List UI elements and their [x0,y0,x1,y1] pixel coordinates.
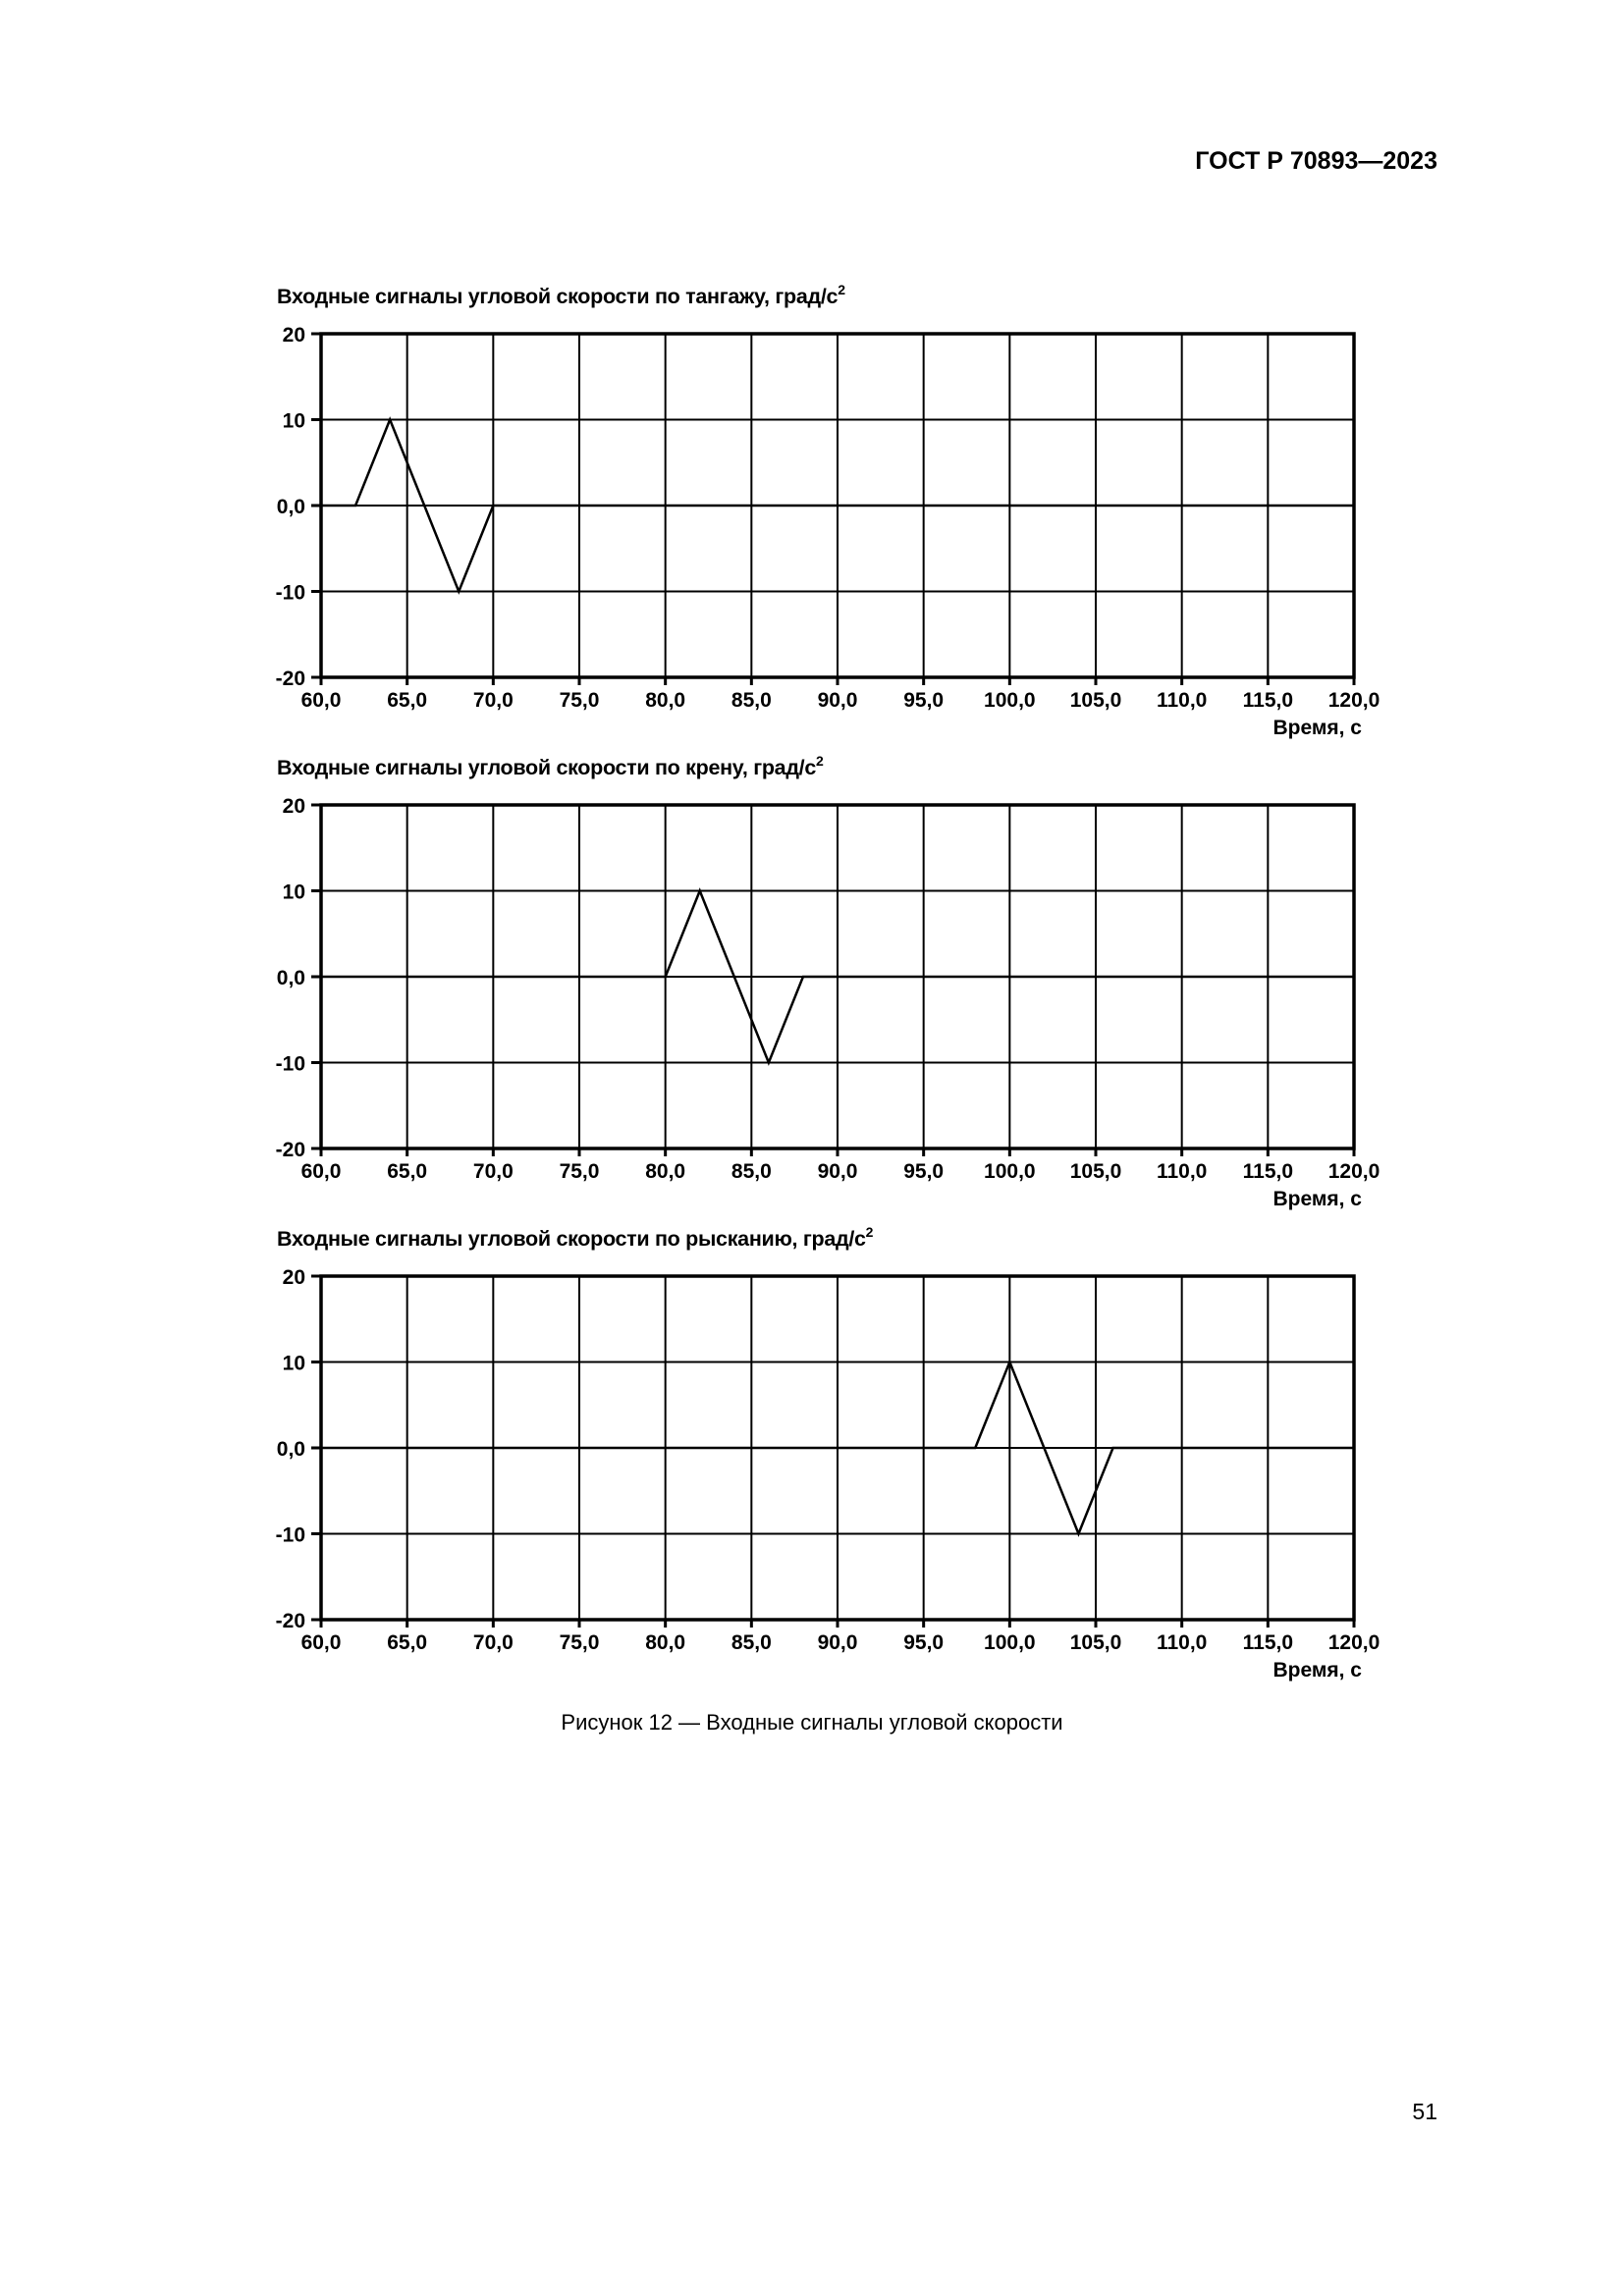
x-tick-label: 70,0 [472,689,514,712]
x-tick-label: 95,0 [903,1160,945,1183]
x-tick-label: 105,0 [1069,689,1122,712]
chart-title-text: Входные сигналы угловой скорости по рысканию, град/с [277,1227,866,1251]
chart-plot [0,785,1624,1237]
y-tick-label: -10 [275,1052,305,1076]
x-axis-label: Время, с [1272,1659,1362,1682]
y-tick-label: 20 [282,1266,305,1289]
chart-title [277,282,845,309]
x-tick-label: 100,0 [984,1160,1036,1183]
x-tick-label: 115,0 [1242,1631,1294,1654]
x-tick-label: 110,0 [1156,1631,1208,1654]
y-tick-label: 20 [282,795,305,818]
x-tick-label: 95,0 [903,1631,945,1654]
y-tick-label: 0,0 [276,967,305,989]
chart-title [277,753,824,780]
x-tick-label: 75,0 [559,1631,600,1654]
y-tick-label: -10 [275,1523,305,1547]
chart-title-text: Входные сигналы угловой скорости по тангажу, град/с [277,285,839,308]
page-number: 51 [1412,2099,1437,2124]
x-tick-label: 85,0 [731,1631,772,1654]
document-standard-number: ГОСТ Р 70893—2023 [1195,147,1437,175]
y-tick-label: 10 [282,881,305,904]
x-axis-label: Время, с [1272,1188,1362,1210]
x-tick-label: 65,0 [387,1160,428,1183]
x-tick-label: 75,0 [559,689,600,712]
x-tick-label: 110,0 [1156,689,1208,712]
x-tick-label: 65,0 [387,689,428,712]
x-tick-label: 105,0 [1069,1631,1122,1654]
y-tick-label: 10 [282,409,305,433]
chart-plot [0,314,1624,766]
x-tick-label: 90,0 [817,689,858,712]
y-tick-label: 10 [282,1352,305,1375]
x-tick-label: 60,0 [300,689,342,712]
y-tick-label: 0,0 [276,1438,305,1461]
chart-plot [0,1256,1624,1708]
x-tick-label: 115,0 [1242,689,1294,712]
x-tick-label: 100,0 [984,1631,1036,1654]
x-tick-label: 70,0 [472,1160,514,1183]
y-tick-label: -20 [275,667,305,690]
x-tick-label: 85,0 [731,1160,772,1183]
x-tick-label: 105,0 [1069,1160,1122,1183]
x-tick-label: 100,0 [984,689,1036,712]
x-tick-label: 120,0 [1327,1160,1380,1183]
chart-title [277,1224,874,1252]
chart-title-superscript: 2 [816,753,824,769]
x-tick-label: 110,0 [1156,1160,1208,1183]
x-tick-label: 60,0 [300,1160,342,1183]
y-tick-label: -20 [275,1139,305,1161]
x-tick-label: 80,0 [645,1631,686,1654]
x-tick-label: 80,0 [645,1160,686,1183]
x-axis-label: Время, с [1272,717,1362,739]
x-tick-label: 85,0 [731,689,772,712]
y-tick-label: -10 [275,581,305,605]
x-tick-label: 60,0 [300,1631,342,1654]
chart-title-superscript: 2 [838,282,845,297]
x-tick-label: 120,0 [1327,689,1380,712]
figure-caption: Рисунок 12 — Входные сигналы угловой скорости [561,1710,1063,1735]
x-tick-label: 95,0 [903,689,945,712]
chart-title-text: Входные сигналы угловой скорости по крену, град/с [277,756,817,779]
x-tick-label: 80,0 [645,689,686,712]
chart-title-superscript: 2 [865,1224,874,1240]
x-tick-label: 115,0 [1242,1160,1294,1183]
x-tick-label: 70,0 [472,1631,514,1654]
x-tick-label: 90,0 [817,1160,858,1183]
x-tick-label: 65,0 [387,1631,428,1654]
x-tick-label: 75,0 [559,1160,600,1183]
y-tick-label: 20 [282,324,305,347]
x-tick-label: 90,0 [817,1631,858,1654]
y-tick-label: 0,0 [276,496,305,518]
y-tick-label: -20 [275,1610,305,1632]
x-tick-label: 120,0 [1327,1631,1380,1654]
